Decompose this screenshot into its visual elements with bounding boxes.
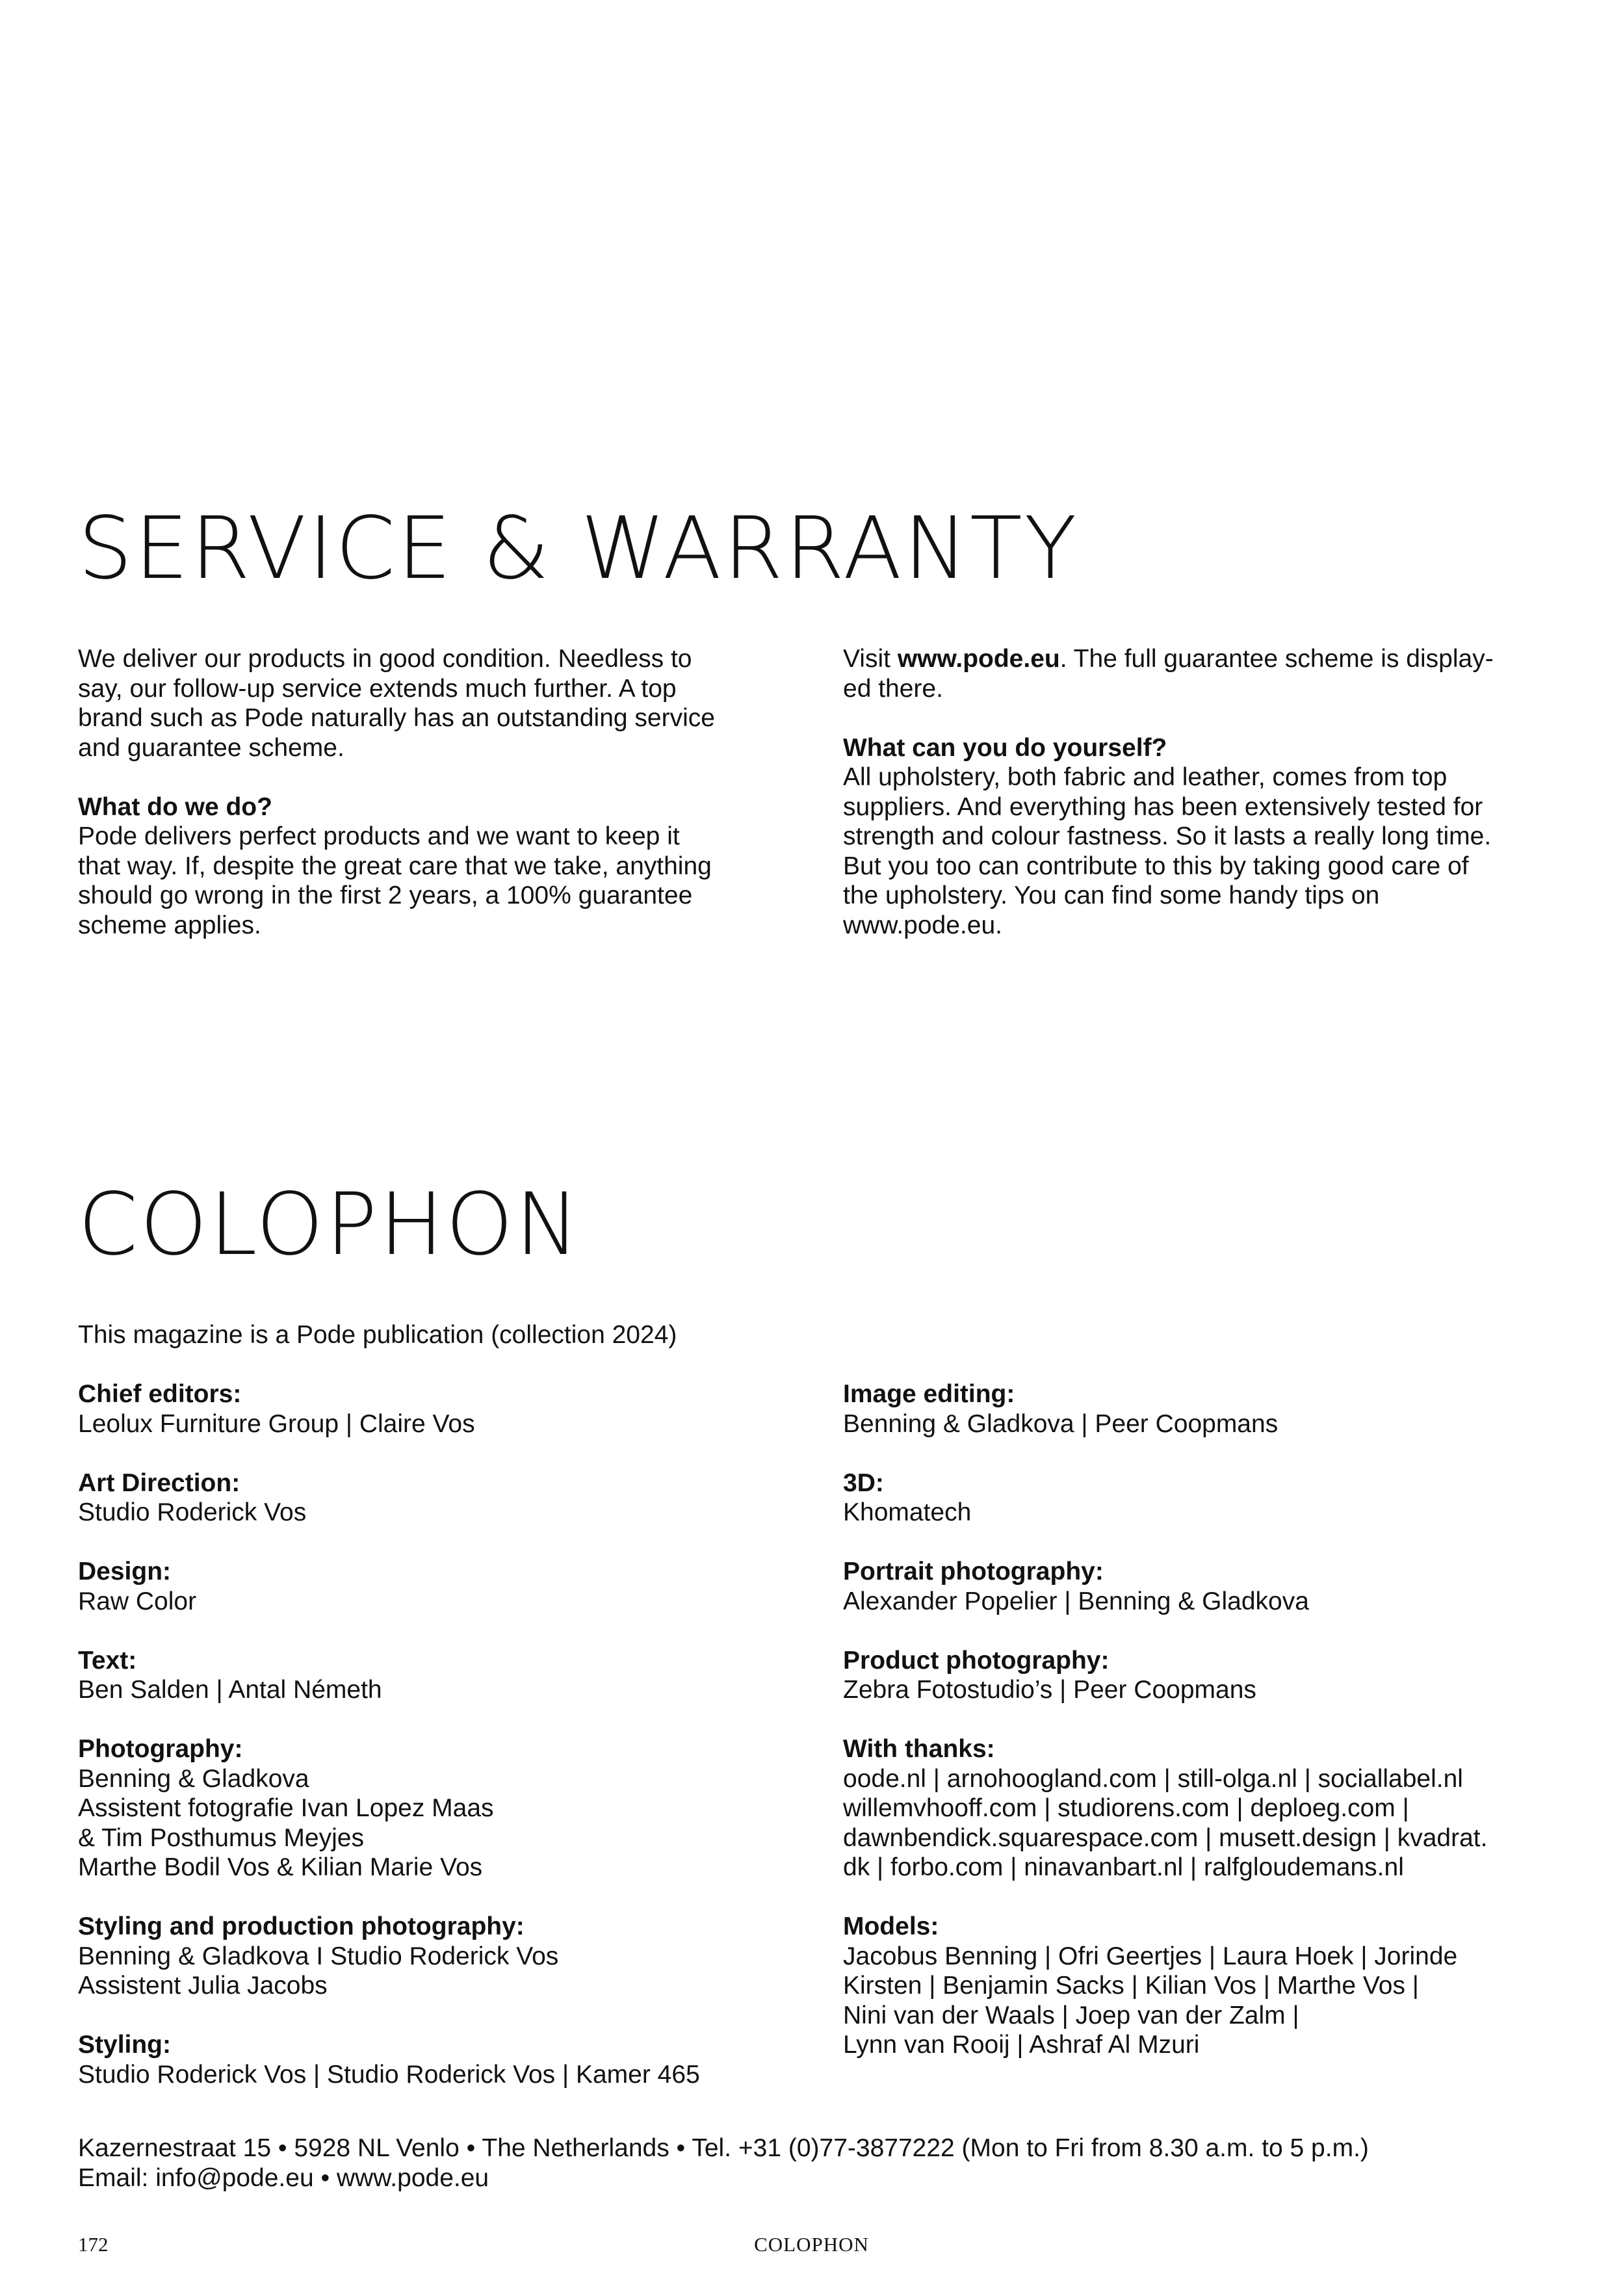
credit-heading: Art Direction: — [78, 1468, 240, 1497]
text-line: suppliers. And everything has been extensively tested for — [843, 792, 1483, 821]
credit-block — [78, 2030, 786, 2089]
credit-heading: Photography: — [78, 1735, 243, 1763]
credit-line: & Tim Posthumus Meyjes — [78, 1823, 364, 1852]
credit-line: Marthe Bodil Vos & Kilian Marie Vos — [78, 1853, 483, 1881]
text-line: Pode delivers perfect products and we want to keep it — [78, 822, 680, 850]
text-line: brand such as Pode naturally has an outstanding service — [78, 704, 715, 732]
credit-line: Zebra Fotostudio’s | Peer Coopmans — [843, 1676, 1256, 1704]
text-line: This magazine is a Pode publication (collection 2024) — [78, 1321, 677, 1349]
credit-line: Lynn van Rooij | Ashraf Al Mzuri — [843, 2031, 1200, 2059]
address-line: Kazernestraat 15 • 5928 NL Venlo • The Netherlands • Tel. +31 (0)77-3877222 (Mon to Fri from 8.30 a.m. to 5 p.m.) — [78, 2134, 1369, 2162]
credit-line: Raw Color — [78, 1587, 197, 1615]
credit-line: Leolux Furniture Group | Claire Vos — [78, 1409, 475, 1438]
credit-block — [78, 1912, 786, 2001]
credit-line: Nini van der Waals | Joep van der Zalm | — [843, 2001, 1299, 2029]
visit-line — [843, 644, 1552, 674]
credit-line: dawnbendick.squarespace.com | musett.design | kvadrat. — [843, 1823, 1488, 1852]
text-line: the upholstery. You can find some handy tips on — [843, 881, 1380, 909]
visit-link[interactable]: www.pode.eu — [897, 645, 1060, 673]
credit-line: Benning & Gladkova I Studio Roderick Vos — [78, 1942, 559, 1970]
credit-block — [78, 1734, 786, 1883]
credit-heading: Product photography: — [843, 1646, 1110, 1675]
credit-line: Studio Roderick Vos | Studio Roderick Vos | Kamer 465 — [78, 2060, 700, 2089]
text-line: www.pode.eu. — [843, 911, 1002, 939]
footer-contact — [78, 2133, 1573, 2193]
service-intro — [78, 644, 786, 763]
yourself-heading: What can you do yourself? — [843, 733, 1167, 762]
credit-block — [78, 1468, 786, 1528]
credit-line: dk | forbo.com | ninavanbart.nl | ralfgloudemans.nl — [843, 1853, 1404, 1881]
credit-heading: Design: — [78, 1558, 172, 1585]
text-line: should go wrong in the first 2 years, a 100% guarantee — [78, 881, 693, 909]
what-we-do-heading: What do we do? — [78, 792, 272, 821]
service-right-column — [843, 644, 1552, 940]
credit-block — [78, 1379, 786, 1439]
text-line: But you too can contribute to this by taking good care of — [843, 852, 1469, 880]
credit-heading: Styling and production photography: — [78, 1912, 525, 1940]
credit-line: Alexander Popelier | Benning & Gladkova — [843, 1587, 1309, 1615]
credit-block — [843, 1734, 1552, 1883]
page-number: 172 — [78, 2233, 109, 2256]
credit-heading: Image editing: — [843, 1380, 1015, 1408]
text-line: We deliver our products in good condition. Needless to — [78, 645, 692, 673]
text-line: ed there. — [843, 674, 943, 703]
credit-line: Jacobus Benning | Ofri Geertjes | Laura Hoek | Jorinde — [843, 1942, 1458, 1970]
text-line: and guarantee scheme. — [78, 733, 344, 762]
credit-line: Assistent fotografie Ivan Lopez Maas — [78, 1794, 494, 1822]
colophon-right-column — [843, 1379, 1552, 2060]
visit-prefix: Visit — [843, 645, 898, 673]
credit-block — [843, 1646, 1552, 1705]
credit-block — [843, 1379, 1552, 1439]
colophon-left-column — [78, 1379, 786, 2089]
text-line: that way. If, despite the great care that we take, anything — [78, 852, 712, 880]
credit-line: Kirsten | Benjamin Sacks | Kilian Vos | Marthe Vos | — [843, 1972, 1419, 2000]
text-line: All upholstery, both fabric and leather, comes from top — [843, 763, 1448, 791]
credit-line: Benning & Gladkova | Peer Coopmans — [843, 1409, 1279, 1438]
credit-line: Ben Salden | Antal Németh — [78, 1676, 382, 1704]
credit-block — [843, 1468, 1552, 1528]
service-warranty-title: SERVICE & WARRANTY — [78, 499, 1079, 599]
credit-heading: Text: — [78, 1646, 137, 1675]
credit-heading: With thanks: — [843, 1735, 995, 1763]
visit-suffix: . The full guarantee scheme is display- — [1059, 645, 1494, 673]
credit-line: Studio Roderick Vos — [78, 1498, 307, 1526]
text-line: strength and colour fastness. So it lasts a really long time. — [843, 822, 1492, 850]
credit-block — [843, 1557, 1552, 1616]
text-line: scheme applies. — [78, 911, 261, 939]
contact-line: Email: info@pode.eu • www.pode.eu — [78, 2163, 489, 2192]
service-left-column — [78, 644, 786, 940]
colophon-title: COLOPHON — [78, 1175, 582, 1275]
credit-line: Assistent Julia Jacobs — [78, 1972, 328, 2000]
credit-line: willemvhooff.com | studiorens.com | deploeg.com | — [843, 1794, 1409, 1822]
credit-heading: Styling: — [78, 2031, 171, 2059]
credit-heading: 3D: — [843, 1468, 884, 1497]
credit-heading: Chief editors: — [78, 1380, 242, 1408]
credit-heading: Models: — [843, 1912, 939, 1940]
credit-line: Khomatech — [843, 1498, 972, 1526]
credit-heading: Portrait photography: — [843, 1558, 1104, 1585]
running-head: COLOPHON — [754, 2233, 869, 2256]
credit-block — [78, 1557, 786, 1616]
colophon-intro — [78, 1320, 1508, 1350]
credit-line: Benning & Gladkova — [78, 1764, 309, 1793]
credit-line: oode.nl | arnohoogland.com | still-olga.nl | sociallabel.nl — [843, 1764, 1463, 1793]
credit-block — [78, 1646, 786, 1705]
credit-block — [843, 1912, 1552, 2060]
text-line: say, our follow-up service extends much further. A top — [78, 674, 677, 703]
